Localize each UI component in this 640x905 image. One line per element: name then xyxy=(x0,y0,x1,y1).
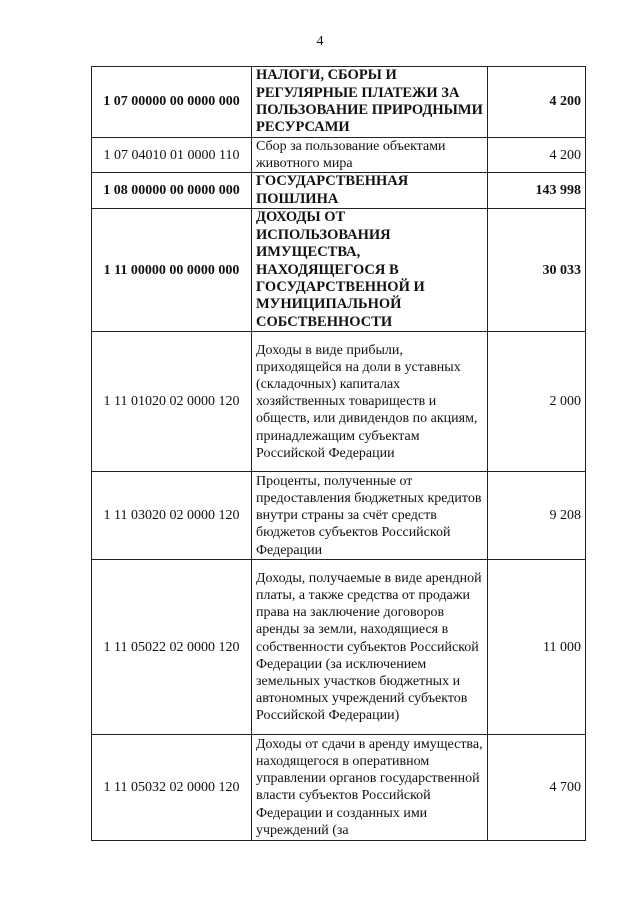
table-row xyxy=(92,209,586,332)
table-row xyxy=(92,173,586,209)
budget-code-cell: 1 11 03020 02 0000 120 xyxy=(92,472,252,560)
truncated-name-text: Доходы от сдачи в аренду имущества, находящегося в оперативном управлении органов государственной власти субъектов Российской Федерации и созданных ими учреждений (за xyxy=(256,736,483,838)
table-row xyxy=(92,735,586,841)
budget-code-cell: 1 11 01020 02 0000 120 xyxy=(92,332,252,472)
table-row xyxy=(92,472,586,560)
table-row xyxy=(92,138,586,173)
table-row xyxy=(92,332,586,472)
revenue-name-cell: Проценты, полученные от предоставления бюджетных кредитов внутри страны за счёт средств бюджетов субъектов Российской Федерации xyxy=(252,472,488,560)
revenue-table xyxy=(91,66,586,841)
amount-cell: 4 200 xyxy=(488,67,586,138)
table-row xyxy=(92,560,586,735)
amount-cell: 4 200 xyxy=(488,138,586,173)
amount-cell: 4 700 xyxy=(488,735,586,841)
amount-cell: 143 998 xyxy=(488,173,586,209)
budget-code-cell: 1 11 05022 02 0000 120 xyxy=(92,560,252,735)
revenue-name-cell xyxy=(252,735,488,841)
budget-code-cell: 1 11 05032 02 0000 120 xyxy=(92,735,252,841)
revenue-name-cell: ДОХОДЫ ОТ ИСПОЛЬЗОВАНИЯ ИМУЩЕСТВА, НАХОДЯЩЕГОСЯ В ГОСУДАРСТВЕННОЙ И МУНИЦИПАЛЬНОЙ СОБСТВЕННОСТИ xyxy=(252,209,488,332)
revenue-name-cell: Доходы в виде прибыли, приходящейся на доли в уставных (складочных) капиталах хозяйственных товариществ и обществ, или дивидендов по акциям, принадлежащим субъектам Российской Федерации xyxy=(252,332,488,472)
budget-code-cell: 1 08 00000 00 0000 000 xyxy=(92,173,252,209)
amount-cell: 30 033 xyxy=(488,209,586,332)
budget-code-cell: 1 07 00000 00 0000 000 xyxy=(92,67,252,138)
amount-cell: 2 000 xyxy=(488,332,586,472)
budget-code-cell: 1 11 00000 00 0000 000 xyxy=(92,209,252,332)
budget-code-cell: 1 07 04010 01 0000 110 xyxy=(92,138,252,173)
revenue-name-cell: ГОСУДАРСТВЕННАЯ ПОШЛИНА xyxy=(252,173,488,209)
table-row xyxy=(92,67,586,138)
amount-cell: 11 000 xyxy=(488,560,586,735)
page-number: 4 xyxy=(316,34,324,49)
revenue-name-cell: Сбор за пользование объектами животного мира xyxy=(252,138,488,173)
revenue-name-cell: НАЛОГИ, СБОРЫ И РЕГУЛЯРНЫЕ ПЛАТЕЖИ ЗА ПОЛЬЗОВАНИЕ ПРИРОДНЫМИ РЕСУРСАМИ xyxy=(252,67,488,138)
revenue-name-cell: Доходы, получаемые в виде арендной платы, а также средства от продажи права на заключение договоров аренды за земли, находящиеся в собственности субъектов Российской Федерации (за исключением земельных участков бюджетных и автономных учреждений субъектов Российской Федерации) xyxy=(252,560,488,735)
amount-cell: 9 208 xyxy=(488,472,586,560)
